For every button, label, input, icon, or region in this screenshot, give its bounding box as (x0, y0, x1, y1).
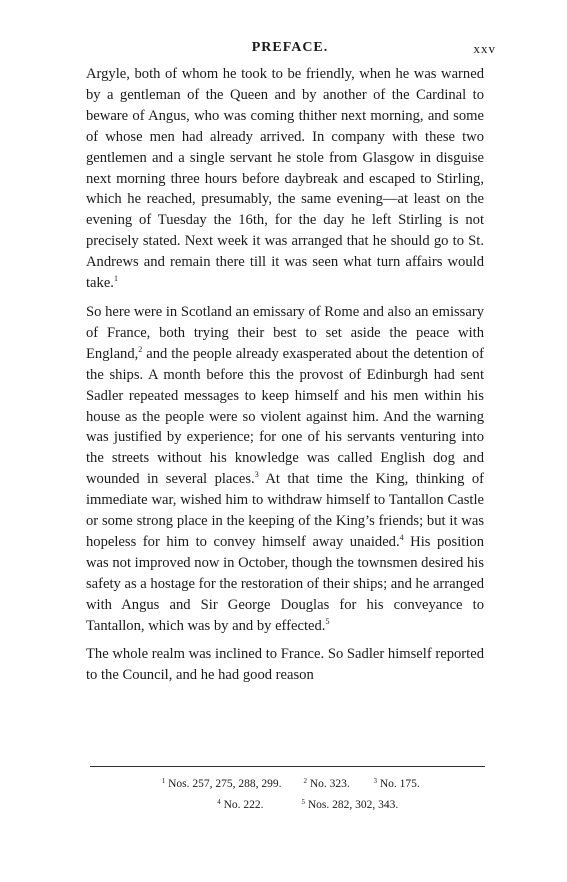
paragraph (86, 64, 484, 294)
footnote (304, 774, 374, 795)
footnote-text: No. 175. (379, 778, 420, 790)
footnote-row (90, 774, 485, 795)
footnote-reference: 3 (254, 470, 259, 480)
paragraph-text: So here were in Scotland an emissary of Rome and also an emissary of France, both trying their best to set aside the peace with England, (86, 303, 484, 362)
footnote-reference: 1 (113, 274, 118, 284)
running-header (90, 40, 496, 60)
footnote-text: Nos. 282, 302, 343. (307, 799, 399, 811)
footnote-mark: 3 (373, 777, 377, 785)
paragraph-text: At that time the King, thinking of immediate war, wished him to withdraw himself to Tantallon Castle or some strong place in the keeping of the King’s friends; but it was hopeless for him to convey himself away unaided. (86, 471, 485, 550)
footnote-text: Nos. 257, 275, 288, 299. (168, 778, 282, 790)
running-title: PREFACE. (251, 40, 329, 55)
footnote (302, 795, 452, 816)
footnote (374, 774, 454, 795)
footnote-reference: 5 (325, 616, 330, 626)
footnote-reference: 4 (399, 532, 404, 542)
footnote-mark: 4 (217, 798, 221, 806)
footnote-mark: 1 (161, 777, 166, 785)
footnote-mark: 2 (303, 777, 307, 785)
footnote-mark: 5 (301, 798, 305, 806)
body-text (86, 64, 484, 694)
paragraph (86, 302, 484, 637)
paragraph-text: Argyle, both of whom he took to be friendly, when he was warned by a gentleman of the Queen and by another of the Cardinal to beware of Angus, who was coming thither next morning, and some of whose men had already arrived. In company with these two gentlemen and a single servant he stole from Glasgow in disguise next morning three hours before daybreak and escaped to Stirling, which he reached, presumably, the same evening—at least on the evening of Tuesday the 16th, for the day he left Stirling is not precisely stated. Next week it was arranged that he should go to St. Andrews and remain there till it was seen what turn affairs would take. (86, 66, 484, 292)
paragraph-text: and the people already exasperated about the detention of the ships. A month before this the provost of Edinburgh had sent Sadler repeated messages to keep himself and his men within his house as the people were so violent against him. And the warning was justified by experience; for one of his servants venturing into the streets without his knowledge was called English dog and wounded in several places. (86, 345, 484, 488)
paragraph-text: The whole realm was inclined to France. So Sadler himself reported to the Council, and he had good reason (86, 646, 484, 684)
footnote-reference: 2 (138, 344, 143, 354)
page-number: xxv (473, 41, 496, 56)
footnote-row (90, 795, 485, 816)
footnote (124, 795, 302, 816)
footnote-text: No. 222. (223, 799, 264, 811)
paragraph (86, 644, 484, 686)
paragraph-text: His position was not improved now in October, though the townsmen desired his safety as a hostage for the restoration of their ships; and he arranged with Angus and Sir George Douglas for his conveyance to Tantallon, which was by and by effected. (86, 533, 484, 634)
footnote-rule (90, 766, 485, 767)
footnotes (90, 774, 485, 816)
footnote (122, 774, 304, 795)
footnote-text: No. 323. (309, 778, 350, 790)
